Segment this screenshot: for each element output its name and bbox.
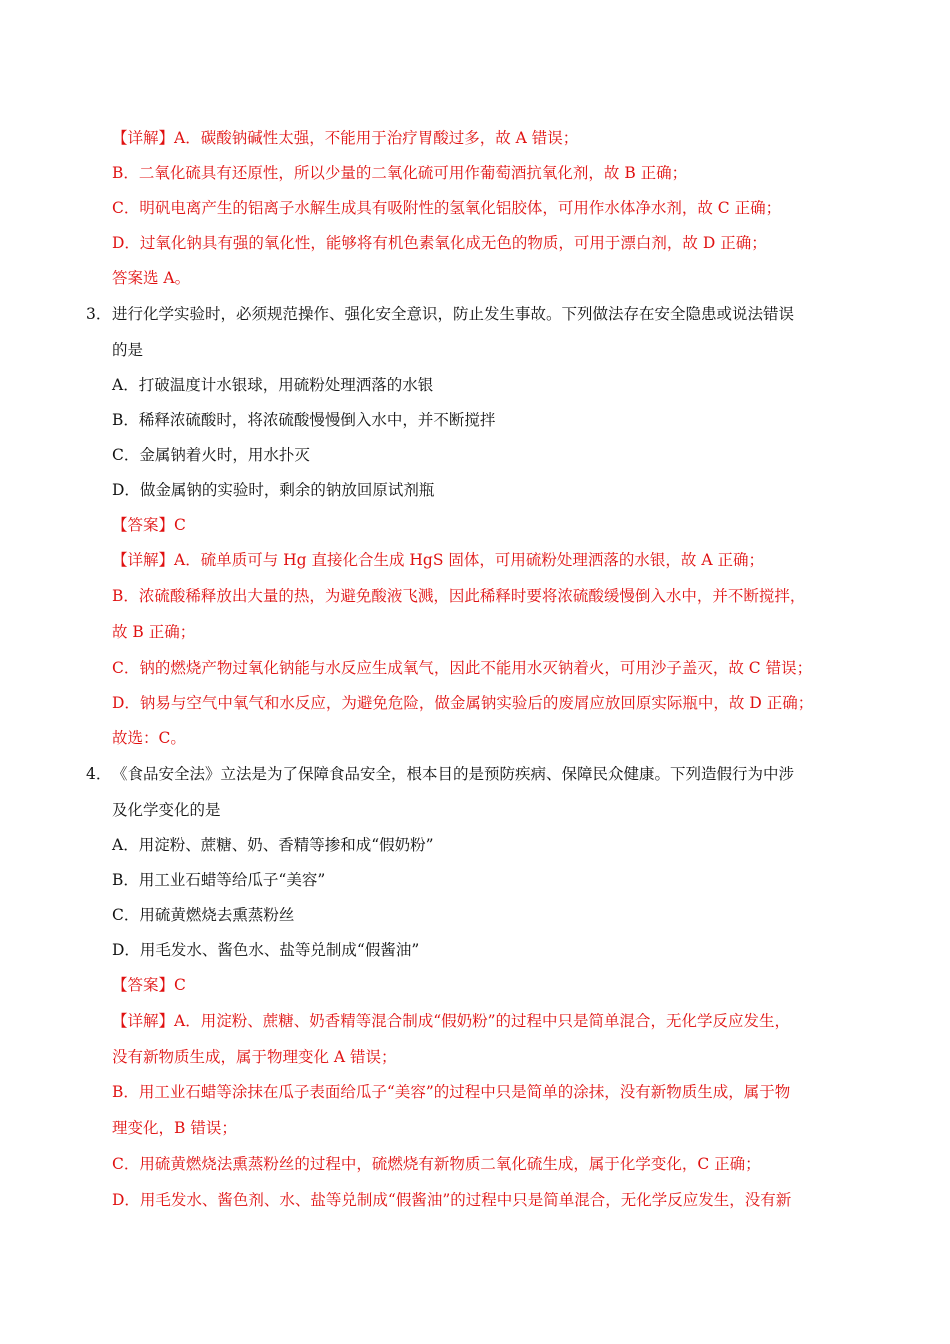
q4-explain-b-line1: B．用工业石蜡等涂抹在瓜子表面给瓜子“美容”的过程中只是简单的涂抹，没有新物质生成，属于物 (112, 1083, 791, 1101)
q3-answer: 【答案】C (112, 516, 186, 534)
q2-conclusion: 答案选 A。 (112, 269, 191, 287)
q4-stem-line2: 及化学变化的是 (112, 801, 221, 819)
q3-explain-a: 【详解】A．硫单质可与 Hg 直接化合生成 HgS 固体，可用硫粉处理洒落的水银，故 A 正确； (112, 551, 764, 569)
q2-explain-c: C．明矾电离产生的铝离子水解生成具有吸附性的氢氧化铝胶体，可用作水体净水剂，故 C 正确； (112, 199, 782, 217)
q4-explain-d: D．用毛发水、酱色剂、水、盐等兑制成“假酱油”的过程中只是简单混合，无化学反应发生，没有新 (112, 1191, 792, 1209)
q3-number: 3． (86, 305, 112, 323)
q2-explain-b: B．二氧化硫具有还原性，所以少量的二氧化硫可用作葡萄酒抗氧化剂，故 B 正确； (112, 164, 688, 182)
q4-option-c: C．用硫黄燃烧去熏蒸粉丝 (112, 906, 295, 924)
q4-number: 4． (86, 765, 112, 783)
q4-stem-line1: 《食品安全法》立法是为了保障食品安全，根本目的是预防疾病、保障民众健康。下列造假行为中涉 (112, 765, 795, 783)
q4-explain-b-line2: 理变化，B 错误； (112, 1119, 237, 1137)
q4-answer: 【答案】C (112, 976, 186, 994)
q3-explain-d: D．钠易与空气中氧气和水反应，为避免危险，做金属钠实验后的废屑应放回原实际瓶中，故 D 正确； (112, 694, 814, 712)
q4-explain-a-line2: 没有新物质生成，属于物理变化 A 错误； (112, 1048, 397, 1066)
q4-explain-c: C．用硫黄燃烧法熏蒸粉丝的过程中，硫燃烧有新物质二氧化硫生成，属于化学变化，C 正确； (112, 1155, 761, 1173)
q2-explain-d: D．过氧化钠具有强的氧化性，能够将有机色素氧化成无色的物质，可用于漂白剂，故 D 正确； (112, 234, 767, 252)
q3-option-a: A．打破温度计水银球，用硫粉处理洒落的水银 (112, 376, 434, 394)
q3-explain-b-line1: B．浓硫酸稀释放出大量的热，为避免酸液飞溅，因此稀释时要将浓硫酸缓慢倒入水中，并不断搅拌， (112, 587, 806, 605)
q4-explain-a-line1: 【详解】A．用淀粉、蔗糖、奶香精等混合制成“假奶粉”的过程中只是简单混合，无化学反应发生， (112, 1012, 791, 1030)
q3-stem-line2: 的是 (112, 341, 144, 359)
q3-option-c: C．金属钠着火时，用水扑灭 (112, 446, 310, 464)
q3-option-d: D．做金属钠的实验时，剩余的钠放回原试剂瓶 (112, 481, 435, 499)
q3-explain-b-line2: 故 B 正确； (112, 623, 196, 641)
q2-explain-a: 【详解】A．碳酸钠碱性太强，不能用于治疗胃酸过多，故 A 错误； (112, 129, 579, 147)
q3-conclusion: 故选：C。 (112, 729, 186, 747)
q3-option-b: B．稀释浓硫酸时，将浓硫酸慢慢倒入水中，并不断搅拌 (112, 411, 496, 429)
q4-option-a: A．用淀粉、蔗糖、奶、香精等掺和成“假奶粉” (112, 836, 434, 854)
q3-explain-c: C．钠的燃烧产物过氧化钠能与水反应生成氧气，因此不能用水灭钠着火，可用沙子盖灭，故 C 错误； (112, 659, 813, 677)
q4-option-d: D．用毛发水、酱色水、盐等兑制成“假酱油” (112, 941, 420, 959)
q3-stem-line1: 进行化学实验时，必须规范操作、强化安全意识，防止发生事故。下列做法存在安全隐患或说法错误 (112, 305, 795, 323)
q4-option-b: B．用工业石蜡等给瓜子“美容” (112, 871, 326, 889)
